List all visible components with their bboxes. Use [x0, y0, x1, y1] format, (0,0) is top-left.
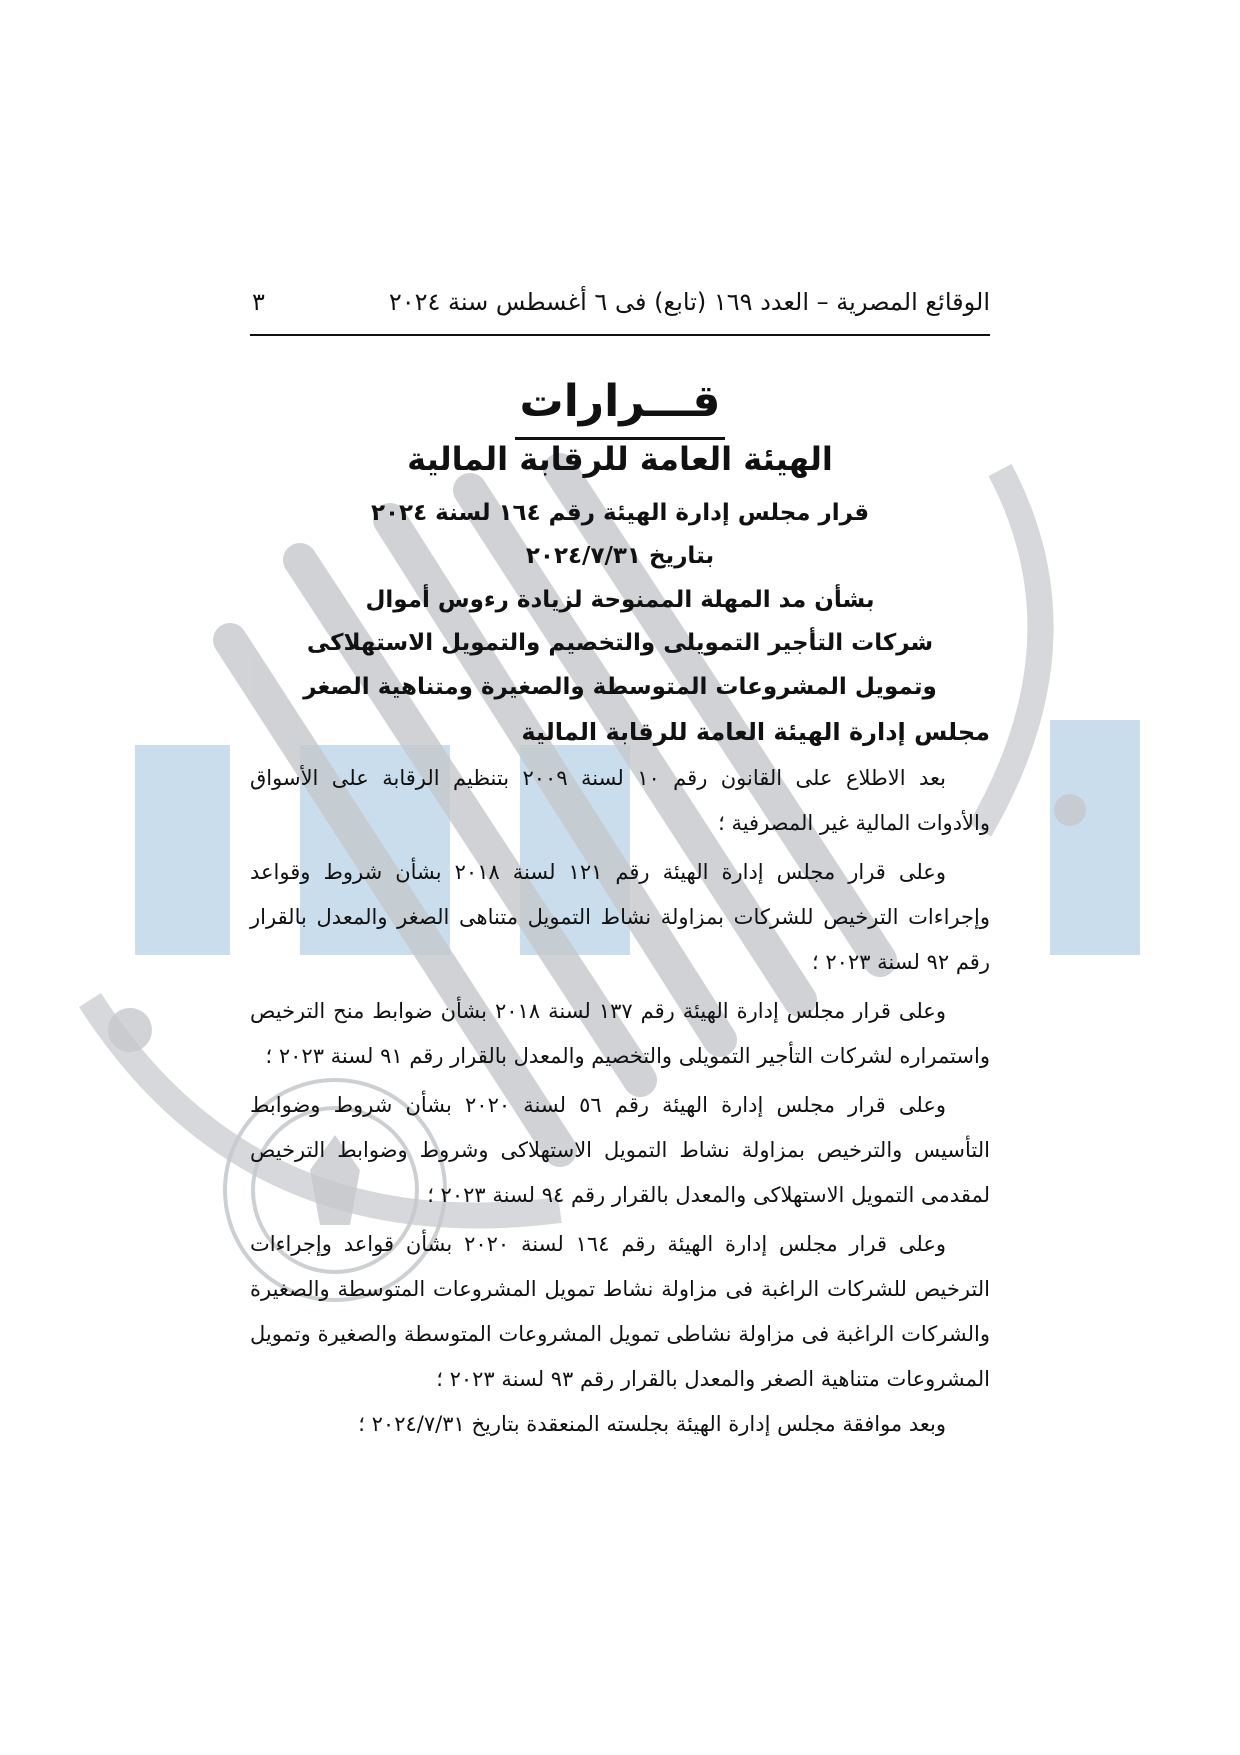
- council-name: مجلس إدارة الهيئة العامة للرقابة المالية: [521, 718, 990, 746]
- page-header: [250, 284, 990, 324]
- header-rule: [250, 334, 990, 336]
- decree-body: [250, 756, 990, 1447]
- section-title: قـــرارات: [0, 376, 1240, 427]
- decree-subject-line3: وتمويل المشروعات المتوسطة والصغيرة ومتناهية الصغر: [303, 674, 937, 700]
- preamble-paragraph: وعلى قرار مجلس إدارة الهيئة رقم ١٢١ لسنة ٢٠١٨ بشأن شروط وقواعد وإجراءات الترخيص للشركات بمزاولة نشاط التمويل متناهى الصغر والمعدل بالقرار رقم ٩٢ لسنة ٢٠٢٣ ؛: [250, 860, 990, 974]
- preamble-paragraph: بعد الاطلاع على القانون رقم ١٠ لسنة ٢٠٠٩ بتنظيم الرقابة على الأسواق والأدوات المالية غير المصرفية ؛: [250, 766, 990, 835]
- preamble-paragraph: وعلى قرار مجلس إدارة الهيئة رقم ٥٦ لسنة ٢٠٢٠ بشأن شروط وضوابط التأسيس والترخيص بمزاولة نشاط التمويل الاستهلاكى وشروط وضوابط الترخيص لمقدمى التمويل الاستهلاكى والمعدل بالقرار رقم ٩٤ لسنة ٢٠٢٣ ؛: [250, 1093, 990, 1207]
- page-number: ٣: [252, 288, 265, 316]
- decree-subject-line1: بشأن مد المهلة الممنوحة لزيادة رءوس أموال: [365, 587, 875, 613]
- decree-subject-line2: شركات التأجير التمويلى والتخصيم والتمويل الاستهلاكى: [306, 630, 934, 656]
- gazette-header-text: الوقائع المصرية – العدد ١٦٩ (تابع) فى ٦ أغسطس سنة ٢٠٢٤: [388, 288, 990, 316]
- preamble-paragraph: وعلى قرار مجلس إدارة الهيئة رقم ١٣٧ لسنة ٢٠١٨ بشأن ضوابط منح الترخيص واستمراره لشركات التأجير التمويلى والتخصيم والمعدل بالقرار رقم ٩١ لسنة ٢٠٢٣ ؛: [250, 999, 990, 1068]
- preamble-paragraph: وبعد موافقة مجلس إدارة الهيئة بجلسته المنعقدة بتاريخ ٢٠٢٤/٧/٣١ ؛: [358, 1412, 946, 1436]
- decree-heading: قرار مجلس إدارة الهيئة رقم ١٦٤ لسنة ٢٠٢٤: [370, 500, 870, 526]
- authority-name: الهيئة العامة للرقابة المالية: [407, 440, 833, 478]
- preamble-paragraph: وعلى قرار مجلس إدارة الهيئة رقم ١٦٤ لسنة ٢٠٢٠ بشأن قواعد وإجراءات الترخيص للشركات الراغبة فى مزاولة نشاط تمويل المشروعات المتوسطة والصغيرة والشركات الراغبة فى مزاولة نشاطى تمويل المشروعات المتوسطة والصغيرة وتمويل المشروعات متناهية الصغر والمعدل بالقرار رقم ٩٣ لسنة ٢٠٢٣ ؛: [250, 1232, 990, 1391]
- decree-date: بتاريخ ٢٠٢٤/٧/٣١: [525, 543, 715, 569]
